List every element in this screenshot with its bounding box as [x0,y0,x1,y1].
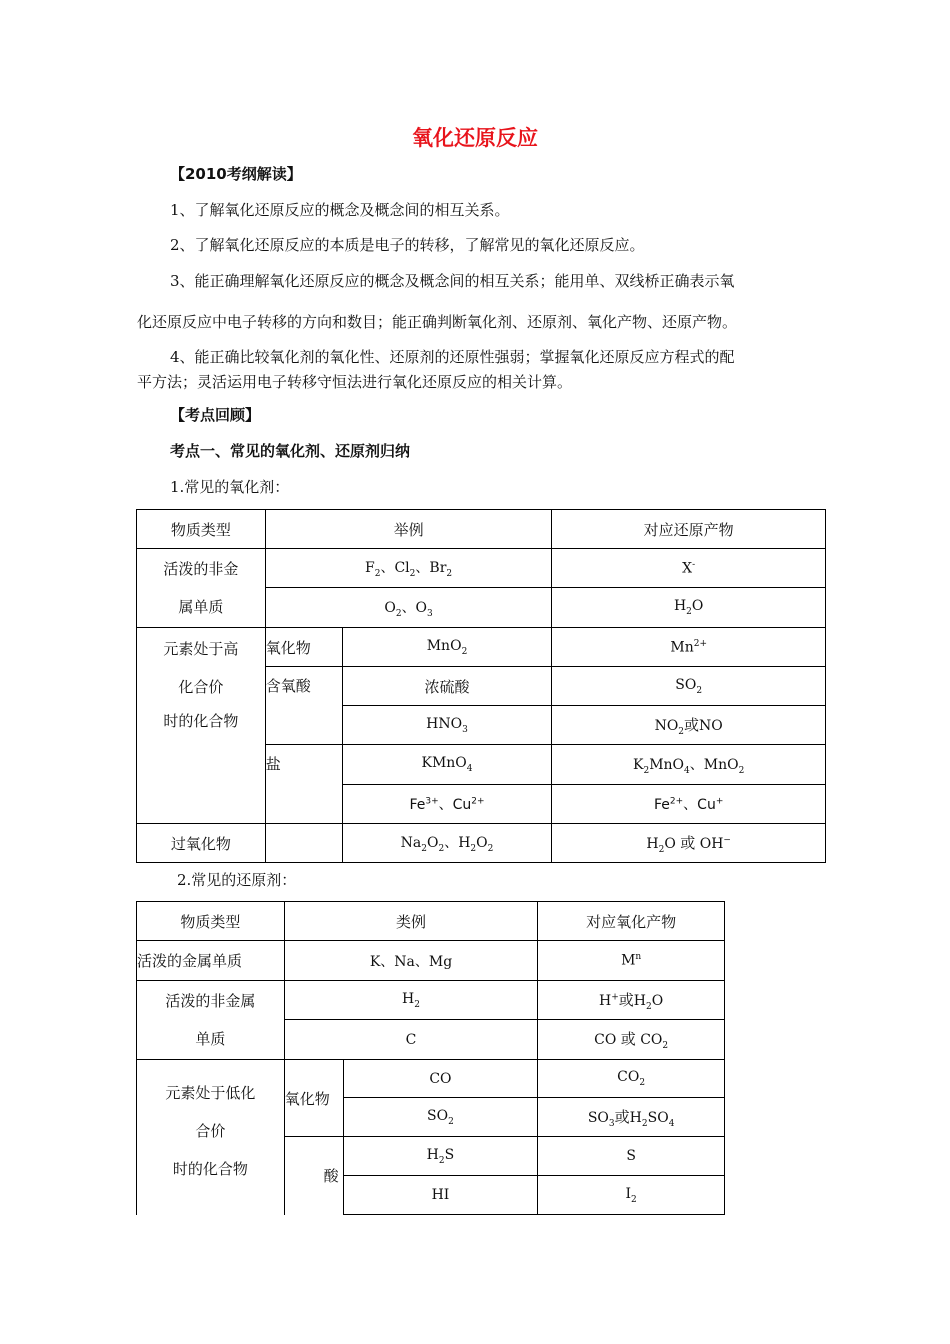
product-water: $H_2O$ [552,588,826,628]
example-h2s: $H_2S$ [343,1137,538,1176]
type-active-metal: 活泼的金属单质 [137,941,285,981]
header-example: 举例 [265,510,552,549]
reductants-table [136,901,725,1215]
type-oxide: 氧化物 [284,1060,343,1137]
type-low-valence: 元素处于低化 合价 时的化合物 [137,1060,285,1215]
product-so3-h2so4: $SO_3$或$H_2SO_4$ [538,1098,725,1137]
product-s: S [538,1137,725,1176]
example-so2: $SO_2$ [343,1098,538,1137]
empty-cell [265,824,342,863]
type-active-nonmetal: 活泼的非金 属单质 [137,549,266,628]
type-oxide: 氧化物 [265,628,342,667]
example-kmno4: KMnO$_4$ [342,745,552,785]
example-mno2: MnO$_2$ [342,628,552,667]
syllabus-item-1: 1、了解氧化还原反应的概念及概念间的相互关系。 [170,201,510,219]
product-mn2: $Mn^{2+}$ [552,628,826,667]
example-fe3-cu2: $Fe^{3+}$、$Cu^{2+}$ [342,785,552,824]
product-halide: X- [552,549,826,588]
product-no2-no: $NO_2$或NO [552,706,826,745]
syllabus-heading: 【2010考纲解读】 [170,165,302,183]
syllabus-item-4-cont: 平方法；灵活运用电子转移守恒法进行氧化还原反应的相关计算。 [137,373,573,391]
syllabus-item-2: 2、了解氧化还原反应的本质是电子的转移，了解常见的氧化还原反应。 [170,236,645,254]
type-salt: 盐 [265,745,342,824]
example-oxygen: $O_2$、$O_3$ [265,588,552,628]
type-high-valence: 元素处于高 化合价 时的化合物 [137,628,266,824]
header-reduction-product: 对应还原产物 [552,510,826,549]
oxidants-table [136,509,826,863]
type-active-nonmetal: 活泼的非金属 单质 [137,981,285,1060]
type-peroxide: 过氧化物 [137,824,266,863]
product-h-h2o: H+或$H_2O$ [538,981,725,1020]
example-co: CO [343,1060,538,1098]
type-oxyacid: 含氧酸 [265,667,342,745]
product-i2: $I_2$ [538,1176,725,1215]
product-co-co2: CO 或 $CO_2$ [538,1020,725,1060]
oxidants-caption: 1.常见的氧化剂： [170,478,290,496]
type-acid: 酸 [284,1137,343,1215]
product-co2: $CO_2$ [538,1060,725,1098]
syllabus-item-3: 3、能正确理解氧化还原反应的概念及概念间的相互关系；能用单、双线桥正确表示氧 [170,272,735,290]
page-title: 氧化还原反应 [412,126,538,150]
product-metal-ion: $M^n$ [538,941,725,981]
example-conc-h2so4: 浓硫酸 [342,667,552,706]
example-c: C [284,1020,538,1060]
example-hno3: $HNO_3$ [342,706,552,745]
example-halogens: $F_2$、$Cl_2$、$Br_2$ [265,549,552,588]
product-h2o-oh: $H_2O$ 或 OH− [552,824,826,863]
point-1-heading: 考点一、常见的氧化剂、还原剂归纳 [170,442,411,460]
example-metals: K、Na、Mg [284,941,538,981]
example-h2: $H_2$ [284,981,538,1020]
header-type: 物质类型 [137,510,266,549]
header-category: 类例 [284,902,538,941]
header-oxidation-product: 对应氧化产物 [538,902,725,941]
product-fe2-cu: $Fe^{2+}$、Cu+ [552,785,826,824]
review-heading: 【考点回顾】 [170,406,261,424]
product-k2mno4-mno2: $K_2MnO_4$、MnO$_2$ [552,745,826,785]
product-so2: $SO_2$ [552,667,826,706]
reductants-caption: 2.常见的还原剂： [177,871,297,889]
header-type: 物质类型 [137,902,285,941]
example-hi: HI [343,1176,538,1215]
example-peroxides: $Na_2O_2$、$H_2O_2$ [342,824,552,863]
syllabus-item-3-cont: 化还原反应中电子转移的方向和数目；能正确判断氧化剂、还原剂、氧化产物、还原产物。 [137,313,738,331]
syllabus-item-4: 4、能正确比较氧化剂的氧化性、还原剂的还原性强弱；掌握氧化还原反应方程式的配 [170,348,735,366]
